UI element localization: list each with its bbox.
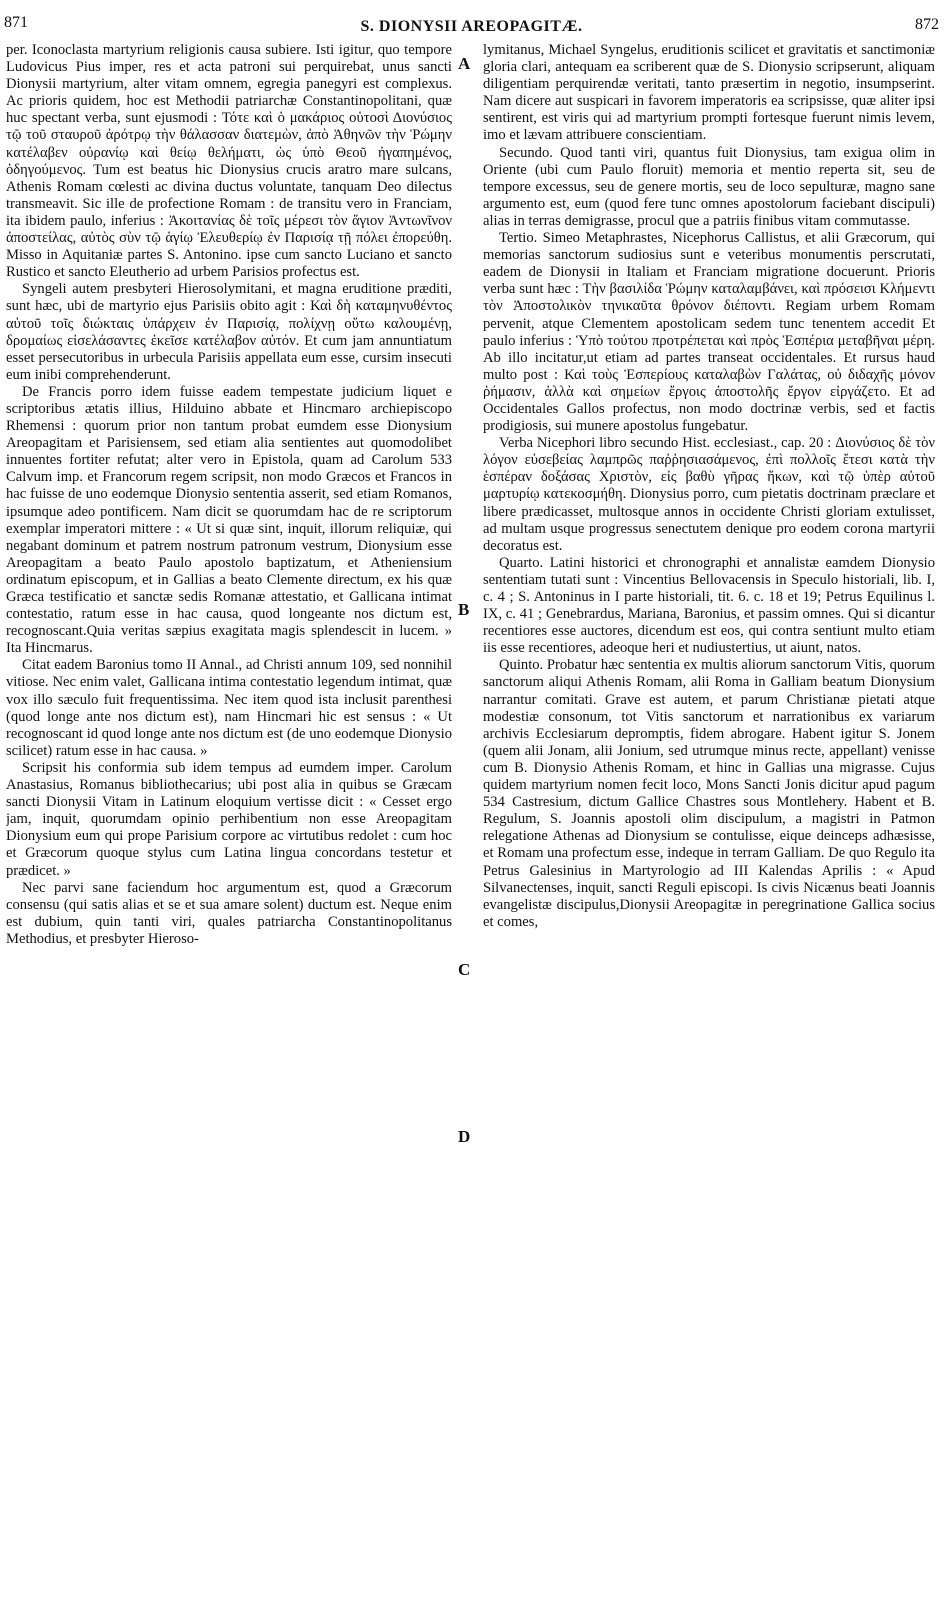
- section-marker-b: B: [458, 600, 470, 619]
- paragraph: Tertio. Simeo Metaphrastes, Nicephorus Callistus, et alii Græcorum, qui memorias sanctorum sudiosius sunt e veteribus monumentis perscrutati, eadem de Dionysii in Italiam et Franciam migratione docuerunt. Prioris verba sunt hæc : Τὴν βασιλίδα Ῥώμην καταλαμβάνει, καὶ πρόσεισι Κλήμεντι τὸν Ἀποστολικὸν τηνικαῦτα θρόνον διέποντι. Regiam urbem Romam pervenit, atque Clementem apostolicam sedem tunc tenentem accedit Et paulo inferius : Ὑπὸ τούτου προτρέπεται καὶ πρὸς Ἑσπέρια μεταβῆναι μέρη. Ab illo incitatur,ut etiam ad partes transeat occidentales. Et rursus haud multo post : Καὶ τοὺς Ἑσπερίους καταλαβὼν Γαλάτας, οὐ διδαχῆς μόνον ῥήμασιν, ἀλλὰ καὶ σημείων ἔργοις ἀποστολῆς ἔργον εἰργάζετο. Et ad Occidentales Gallos profectus, non modo doctrinæ verbis, sed et factis prodigiosis, sui munere apostolus fungebatur.: [483, 230, 935, 435]
- section-marker-c: C: [458, 960, 471, 979]
- section-marker-a: A: [458, 54, 471, 73]
- paragraph: Syngeli autem presbyteri Hierosolymitani, et magna eruditione præditi, sunt hæc, ubi de martyrio ejus Parisiis obito agit : Καὶ δὴ καταμηνυθέντος αὐτοῦ τοῖς διώκταις ὑπάρχειν ἐν Παρισίᾳ, πολίχνῃ οὕτω καλουμένῃ, δρομαίως εἰσελάσαντες ἐκεῖσε κατέλαβον αὐτόν. Et cum jam annuntiatum esset persecutoribus in urbecula Parisiis appellata eum esse, cursim insecuti eum inibi comprehenderunt.: [6, 281, 452, 383]
- paragraph: Quinto. Probatur hæc sententia ex multis aliorum sanctorum Vitis, quorum sanctorum aliqui Athenis Romam, alii Roma in Galliam beatum Dionysium narrantur comitati. Grave est autem, et parum Christianæ pietati atque modestiæ consonum, tot Vitis sanctorum et narrationibus ex variarum archivis Ecclesiarum depromptis, fidem abrogare. Habent igitur S. Jonem (quem alii Jonam, alii Jonium, sed utrumque minus recte, appellant) venisse cum B. Dionysio Athenis Romam, et hinc in Gallias una migrasse. Cujus quidem martyrium nomen fecit loco, Mons Sancti Jonis dicitur apud pagum 534 Castresium, dictum Gallice Chastres sous Montlehery. Habent et B. Regulum, S. Joannis apostoli olim discipulum, a magistri in Patmon relegatione Athenas ad Dionysium se contulisse, eique deinceps adhæsisse, et Romam una profectum esse, indeque in terram Galliam. De quo Regulo ita Petrus Galesinius in Martyrologio ad III Kalendas Aprilis : « Apud Silvanectenses, inquit, sancti Reguli episcopi. Is civis Nicænus beati Joannis evangelistæ discipulus,Dionysii Areopagitæ in peregrinatione Gallica socius et comes,: [483, 657, 935, 930]
- paragraph: lymitanus, Michael Syngelus, eruditionis scilicet et gravitatis et sanctimoniæ gloria clari, antequam ea scriberent quæ de S. Dionysio scripserunt, aliquam diligentiam perquirendæ veritati, tanto præsertim in negotio, insumpserint. Nam dicere aut suspicari in favorem imperatoris ea scripsisse, quæ aliter ipsi sentirent, est viris qui ad martyrium prompti fortesque fuerunt nimis levem, imo et lævam attribuere conscientiam.: [483, 42, 935, 144]
- running-header: [4, 14, 939, 36]
- paragraph: De Francis porro idem fuisse eadem tempestate judicium liquet e scriptoribus ætatis illius, Hilduino abbate et Hincmaro archiepiscopo Rhemensi : quorum prior non tantum probat eumdem esse Dionysium Areopagitam et Parisiensem, sed etiam alia sentientes aut quomodolibet innuentes fortiter refutat; alter vero in Epistola, quam ad Carolum 533 Calvum imp. et Francorum regem scripsit, non modo Græcos et Francos in hac fuisse de uno eodemque Dionysio sententia asserit, sed etiam Romanos, ipsumque adeo pontificem. Nam dicit se quorumdam hac de re scriptorum exemplar imperatori mittere : « Ut si quæ sint, inquit, illorum reliquiæ, qui negabant dominum et patrem nostrum patronum vestrum, Dionysium esse Areopagitam a beato Paulo apostolo baptizatum, et Atheniensium ordinatum episcopum, et in Gallias a beato Clemente directum, ex his quæ Græca testificatio et sanctæ sedis Romanæ attestatio, et Gallicana intimat contestatio, ratum esse in hac causa, quod longeante nos dictum est, recognoscant.Quia veritas sæpius exagitata magis splendescit in lucem. » Ita Hincmarus.: [6, 383, 452, 657]
- paragraph: per. Iconoclasta martyrium religionis causa subiere. Isti igitur, quo tempore Ludovicus Pius imper, res et acta patroni sui perquirebat, unus sancti Dionysii martyrium, alter vitam omnem, egregia panegyri est complexus. Ac prioris quidem, hoc est Methodii patriarchæ Constantinopolitani, quæ huc spectant verba, sunt ejusmodi : Τότε καὶ ὁ μακάριος οὑτοσὶ Διονύσιος τῷ τοῦ σταυροῦ ἀρότρῳ τὴν θάλασσαν διατεμὼν, ἀπὸ Ἀθηνῶν τὴν Ῥώμην κατέλαβεν οὐρανίῳ καὶ θείῳ θελήματι, ὡς ὑπὸ Θεοῦ ἠγαπημένος, ὁδηγούμενος. Tum est beatus hic Dionysius crucis aratro mare sulcans, Athenis Romam cœlesti ac divina ductus voluntate, tanquam Deo dilectus transmeavit. Sic ille de profectione Romam : de transitu vero in Franciam, ita ibidem paulo, inferius : Ἀκοιτανίας δὲ τοῖς μέρεσι τὸν ἅγιον Ἀντωνῖνον ἀποστείλας, αὐτὸς σὺν τῷ ἁγίῳ Ἐλευθερίῳ ἐν Παρισίᾳ τῇ πόλει ἐπορεύθη. Misso in Aquitaniæ partes S. Antonino. ipse cum sancto Luciano et sancto Rustico et sancto Eleutherio ad urbem Parisios profectus est.: [6, 42, 452, 281]
- paragraph: Verba Nicephori libro secundo Hist. ecclesiast., cap. 20 : Διονύσιος δὲ τὸν λόγον εὐσεβείας λαμπρῶς παῤῥησιασάμενος, ἐπὶ πολλοῖς ἔτεσι κατὰ τὴν ἑσπέραν δοξάσας Χριστὸν, εἰς βαθὺ γῆρας ἥκων, καὶ τῷ ὑπὲρ αὐτοῦ μαρτυρίῳ κατεκοσμήθη. Dionysius porro, cum pietatis doctrinam præclare et libere prædicasset, multosque annos in occidente Christi gloriam extulisset, ad multam usque progressus senectutem denique pro eodem corona martyrii decoratus est.: [483, 435, 935, 554]
- paragraph: Quarto. Latini historici et chronographi et annalistæ eamdem Dionysio sententiam tutati sunt : Vincentius Bellovacensis in Speculo historiali, lib. I, c. 4 ; S. Antoninus in I parte historiali, tit. 6. c. 18 et 19; Petrus Equilinus l. IX, c. 41 ; Genebrardus, Mariana, Baronius, et passim omnes. Qui si dicantur recentiores esse auctores, dicendum est eos, qui contra sentiunt multo etiam iis esse recentiores, adeoque heri et nudiustertius, ut aiunt, natos.: [483, 554, 935, 657]
- section-marker-d: D: [458, 1127, 471, 1146]
- page-number-right: 872: [915, 16, 939, 33]
- paragraph: Secundo. Quod tanti viri, quantus fuit Dionysius, tam exigua olim in Oriente (ubi cum Paulo floruit) memoria et mentio reperta sit, seu de tempore excessus, seu de genere mortis, seu de loco sepulturæ, magno sane argumento est, eum (quod fere tunc omnes apostolorum faciebant discipuli) alias in terras demigrasse, procul que a patriis finibus vitam commutasse.: [483, 144, 935, 229]
- page-number-left: 871: [4, 14, 28, 31]
- right-column: [483, 42, 935, 1582]
- paragraph: Scripsit his conformia sub idem tempus ad eumdem imper. Carolum Anastasius, Romanus bibliothecarius; ubi post alia in quibus se Græcam sancti Dionysii Vitam in Latinum eloquium vertisse dicit : « Cesset ergo jam, inquit, quorumdam opinio perhibentium non esse Areopagitam Dionysium eum qui prope Parisium corpore ac virtutibus redolet : cum hoc et Græcorum quoque stylus cum Latina lingua concordans testetur et prædicet. »: [6, 759, 452, 879]
- left-column: [6, 42, 452, 1582]
- paragraph: Nec parvi sane faciendum hoc argumentum est, quod a Græcorum consensu (qui satis alias et se et sua amare solent) ductum est. Neque enim est dubium, quin tanti viri, quales patriarcha Constantinopolitanus Methodius, et presbyter Hieroso-: [6, 879, 452, 947]
- header-title: S. DIONYSII AREOPAGITÆ.: [360, 18, 583, 35]
- paragraph: Citat eadem Baronius tomo II Annal., ad Christi annum 109, sed nonnihil vitiose. Nec enim valet, Gallicana intima contestatio legendum intimat, quæ vox illo sæculo fuit frequentissima. Nec item quod ista inclusit parenthesi (quod longe ante nos dictum est), nam Hincmari hic est sensus : « Ut recognoscant id quod longe ante nos dictum est (de uno eodemque Dionysio scilicet) ratum esse in hac causa. »: [6, 657, 452, 759]
